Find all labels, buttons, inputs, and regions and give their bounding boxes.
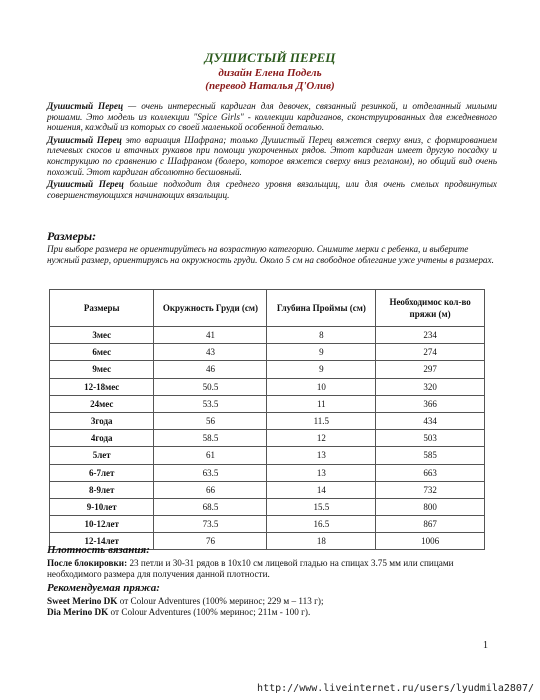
cell-chest: 43	[154, 344, 267, 361]
yarn-line-1	[47, 596, 324, 607]
cell-armhole: 14	[267, 481, 376, 498]
cell-size: 10-12лет	[50, 516, 154, 533]
table-row	[50, 412, 485, 429]
header-size: Размеры	[50, 290, 154, 327]
table-header-row	[50, 290, 485, 327]
header-yarn: Необходимос кол-во пряжи (м)	[376, 290, 485, 327]
intro-paragraph-2	[47, 135, 497, 177]
cell-chest: 58.5	[154, 430, 267, 447]
sizes-text: При выборе размера не ориентируйтесь на возрастную категорию. Снимите мерки с ребенка, и выберите нужный размер, ориентируясь на окружность груди. Около 5 см на свободное облегание уже учтены в размерах.	[47, 244, 494, 265]
cell-armhole: 11.5	[267, 412, 376, 429]
cell-size: 6-7лет	[50, 464, 154, 481]
cell-size: 3года	[50, 412, 154, 429]
cell-yarn: 234	[376, 327, 485, 344]
header-armhole: Глубина Проймы (см)	[267, 290, 376, 327]
cell-armhole: 8	[267, 327, 376, 344]
cell-yarn: 503	[376, 430, 485, 447]
cell-armhole: 13	[267, 447, 376, 464]
cell-chest: 73.5	[154, 516, 267, 533]
cell-chest: 46	[154, 361, 267, 378]
gauge-text	[47, 558, 497, 580]
cell-yarn: 320	[376, 378, 485, 395]
intro-p2-text: это вариация Шафрана; только Душистый Перец вяжется сверху вниз, с формированием плечевых скосов и втачных рукавов при помощи укороченных рядов. Этот кардиган имеет другую посадку и конструкцию по сравнению с Шафраном (болеро, которое вяжется сверху вниз регланом), но общий вид очень похожий. Этот кардиган абсолютно бесшовный.	[47, 134, 497, 177]
cell-armhole: 9	[267, 344, 376, 361]
cell-chest: 50.5	[154, 378, 267, 395]
intro-paragraph-3	[47, 179, 497, 200]
sizes-table-body	[50, 327, 485, 550]
cell-size: 8-9лет	[50, 481, 154, 498]
cell-armhole: 13	[267, 464, 376, 481]
cell-yarn: 297	[376, 361, 485, 378]
cell-size: 24мес	[50, 395, 154, 412]
gauge-label: После блокировки:	[47, 558, 128, 568]
yarn-2-text: от Colour Adventures (100% меринос; 211м - 100 г).	[108, 607, 311, 617]
yarn-1-text: от Colour Adventures (100% меринос; 229 м – 113 г);	[117, 596, 324, 606]
yarn-1-name: Sweet Merino DK	[47, 596, 118, 606]
intro-p3-bold: Душистый Перец	[47, 179, 124, 190]
subtitle	[0, 67, 540, 93]
cell-yarn: 867	[376, 516, 485, 533]
intro-p1-bold: Душистый Перец	[47, 101, 124, 111]
cell-size: 5лет	[50, 447, 154, 464]
cell-yarn: 800	[376, 498, 485, 515]
table-row	[50, 344, 485, 361]
table-row	[50, 395, 485, 412]
table-row	[50, 430, 485, 447]
gauge-heading: Плотность вязания:	[47, 544, 150, 556]
cell-size: 9-10лет	[50, 498, 154, 515]
cell-yarn: 1006	[376, 533, 485, 550]
table-row	[50, 447, 485, 464]
sizes-table	[49, 289, 485, 550]
cell-chest: 68.5	[154, 498, 267, 515]
cell-yarn: 732	[376, 481, 485, 498]
subtitle-design: дизайн Елена Подель	[218, 67, 322, 79]
table-row	[50, 361, 485, 378]
cell-chest: 63.5	[154, 464, 267, 481]
sizes-heading: Размеры:	[47, 229, 97, 243]
cell-armhole: 16.5	[267, 516, 376, 533]
table-row	[50, 481, 485, 498]
cell-chest: 56	[154, 412, 267, 429]
intro-p1-text: — очень интересный кардиган для девочек, связанный резинкой, и отделанный милыми рюшами. Это модель из коллекции "Spice Girls" - коллекции кардиганов, сконструированных для ежедневного ношения, каждый из которых со своей маленькой особенной деталью.	[47, 101, 497, 133]
cell-size: 4года	[50, 430, 154, 447]
yarn-line-2	[47, 607, 310, 618]
cell-chest: 76	[154, 533, 267, 550]
cell-armhole: 10	[267, 378, 376, 395]
intro-paragraph-1	[47, 101, 497, 133]
cell-yarn: 434	[376, 412, 485, 429]
intro-p3-text: больше подходит для среднего уровня вязальщиц, или для очень смелых продвинутых совершенствующихся начинающих вязальщиц.	[47, 179, 498, 200]
table-row	[50, 498, 485, 515]
cell-yarn: 663	[376, 464, 485, 481]
cell-chest: 66	[154, 481, 267, 498]
gauge-body: 23 петли и 30-31 рядов в 10х10 см лицевой гладью на спицах 3.75 мм или спицами необходимого размера для получения данной плотности.	[47, 558, 454, 579]
yarn-2-name: Dia Merino DK	[47, 607, 109, 617]
cell-size: 9мес	[50, 361, 154, 378]
cell-armhole: 15.5	[267, 498, 376, 515]
cell-size: 12-18мес	[50, 378, 154, 395]
cell-armhole: 12	[267, 430, 376, 447]
table-row	[50, 327, 485, 344]
yarn-heading: Рекомендуемая пряжа:	[47, 582, 160, 594]
table-row	[50, 378, 485, 395]
cell-chest: 41	[154, 327, 267, 344]
cell-armhole: 11	[267, 395, 376, 412]
cell-chest: 53.5	[154, 395, 267, 412]
cell-size: 12-14лет	[50, 533, 154, 550]
table-row	[50, 516, 485, 533]
cell-armhole: 9	[267, 361, 376, 378]
table-row	[50, 464, 485, 481]
header-chest: Окружность Груди (см)	[154, 290, 267, 327]
intro-text	[47, 101, 497, 202]
cell-armhole: 18	[267, 533, 376, 550]
page-number: 1	[483, 640, 488, 651]
cell-yarn: 274	[376, 344, 485, 361]
cell-yarn: 366	[376, 395, 485, 412]
watermark-url[interactable]: http://www.liveinternet.ru/users/lyudmila2807/	[257, 683, 534, 694]
cell-size: 3мес	[50, 327, 154, 344]
page-title: ДУШИСТЫЙ ПЕРЕЦ	[204, 50, 336, 65]
cell-size: 6мес	[50, 344, 154, 361]
subtitle-translation: (перевод Наталья Д'Олив)	[205, 80, 335, 92]
intro-p2-bold: Душистый Перец	[47, 134, 122, 145]
cell-chest: 61	[154, 447, 267, 464]
cell-yarn: 585	[376, 447, 485, 464]
